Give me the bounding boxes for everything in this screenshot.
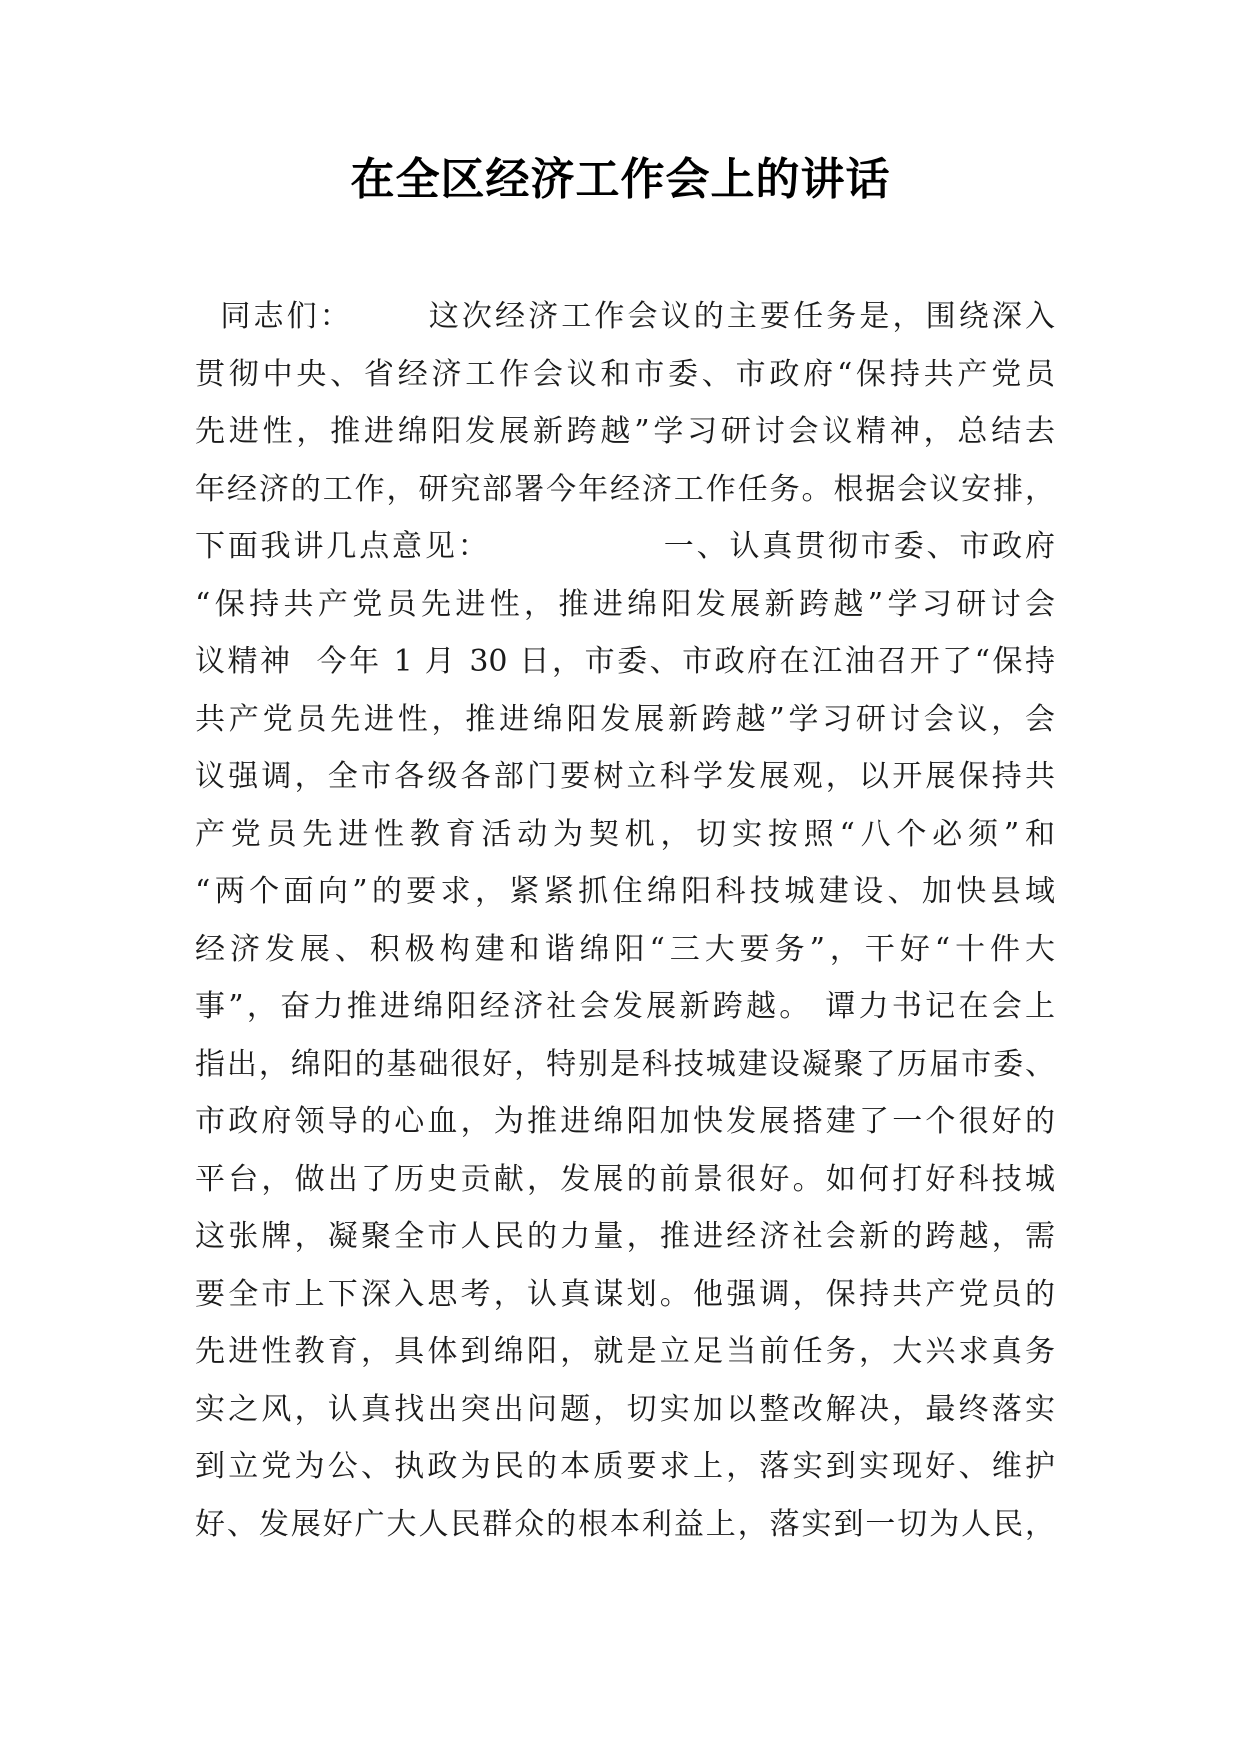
body-line: 先进性，推进绵阳发展新跨越”学习研讨会议精神，总结去 [195, 414, 1055, 449]
body-line: 先进性教育，具体到绵阳，就是立足当前任务，大兴求真务 [195, 1334, 1055, 1369]
body-line: 事”，奋力推进绵阳经济社会发展新跨越。 谭力书记在会上 [195, 989, 1055, 1024]
body-line: 平台，做出了历史贡献，发展的前景很好。如何打好科技城 [195, 1161, 1055, 1197]
body-line: 产党员先进性教育活动为契机，切实按照“八个必须”和 [195, 816, 1055, 852]
body-line: 指出，绵阳的基础很好，特别是科技城建设凝聚了历届市委、 [195, 1046, 1055, 1082]
body-line: 经济发展、积极构建和谐绵阳“三大要务”，干好“十件大 [195, 931, 1055, 967]
body-line: 议精神 今年 1 月 30 日，市委、市政府在江油召开了“保持 [195, 644, 1055, 679]
document-body [195, 288, 1055, 1553]
body-line: “保持共产党员先进性，推进绵阳发展新跨越”学习研讨会 [195, 586, 1055, 622]
document-title: 在全区经济工作会上的讲话 [350, 154, 891, 205]
body-line: 共产党员先进性，推进绵阳发展新跨越”学习研讨会议，会 [195, 701, 1055, 737]
body-line: 好、发展好广大人民群众的根本利益上，落实到一切为人民， [195, 1506, 1055, 1542]
body-line: “两个面向”的要求，紧紧抓住绵阳科技城建设、加快县域 [195, 874, 1055, 909]
body-line: 这张牌，凝聚全市人民的力量，推进经济社会新的跨越，需 [195, 1219, 1055, 1254]
body-line: 要全市上下深入思考，认真谋划。他强调，保持共产党员的 [195, 1276, 1055, 1312]
body-line: 到立党为公、执政为民的本质要求上，落实到实现好、维护 [195, 1449, 1055, 1484]
body-line: 市政府领导的心血，为推进绵阳加快发展搭建了一个很好的 [195, 1104, 1055, 1139]
body-line: 议强调，全市各级各部门要树立科学发展观，以开展保持共 [195, 759, 1055, 794]
body-line: 贯彻中央、省经济工作会议和市委、市政府“保持共产党员 [195, 356, 1055, 392]
body-line: 实之风，认真找出突出问题，切实加以整改解决，最终落实 [195, 1391, 1055, 1427]
body-line: 年经济的工作，研究部署今年经济工作任务。根据会议安排， [195, 471, 1055, 507]
body-line: 同志们： 这次经济工作会议的主要任务是，围绕深入 [195, 299, 1055, 334]
body-line: 下面我讲几点意见： 一、认真贯彻市委、市政府 [195, 529, 1055, 564]
